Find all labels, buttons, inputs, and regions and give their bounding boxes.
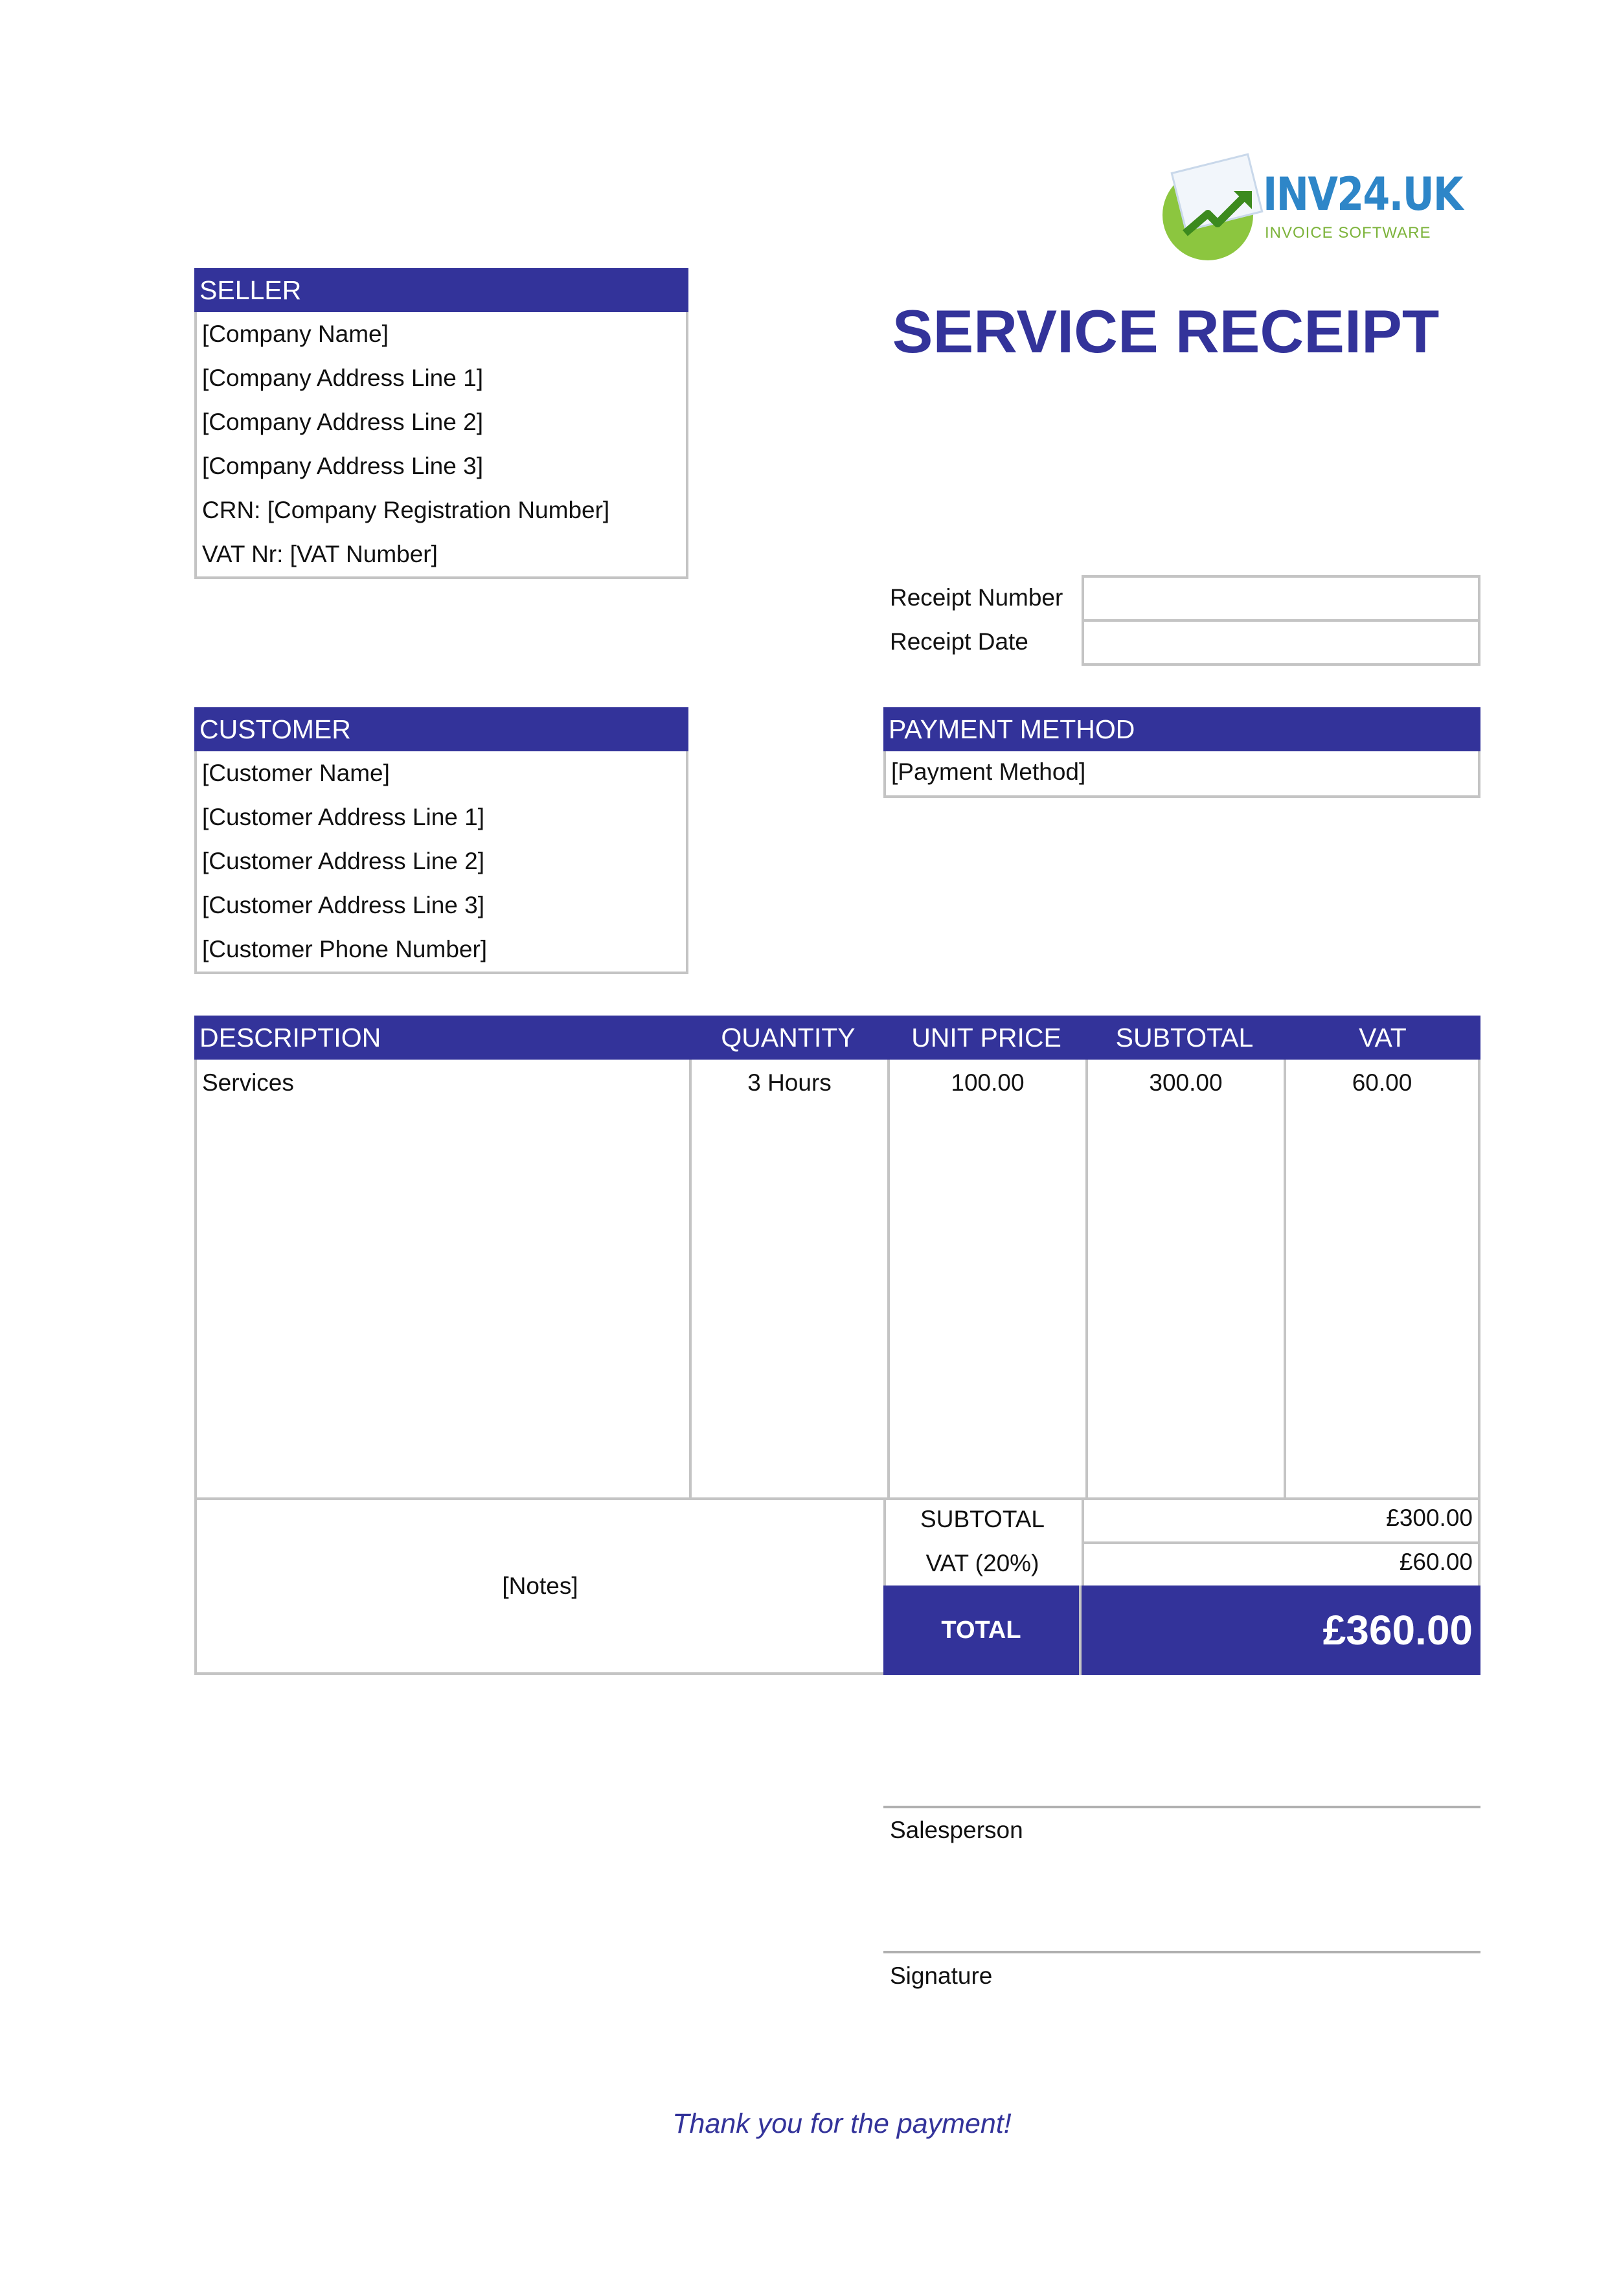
totals-block: [883, 1497, 1480, 1675]
vat-value: £60.00: [1082, 1541, 1480, 1588]
growth-arrow-icon: [1182, 188, 1253, 240]
company-logo: [1162, 162, 1462, 259]
receipt-date-field[interactable]: [1082, 619, 1480, 666]
customer-address-line-2: [Customer Address Line 2]: [202, 848, 484, 874]
seller-header: SELLER: [194, 268, 688, 312]
thank-you-message: Thank you for the payment!: [672, 2108, 1012, 2139]
row-unit-price: 100.00: [951, 1069, 1025, 1096]
customer-header: CUSTOMER: [194, 707, 688, 751]
column-header-unit-price: UNIT PRICE: [911, 1023, 1061, 1052]
logo-tagline: INVOICE SOFTWARE: [1265, 224, 1431, 242]
seller-address-line-2: [Company Address Line 2]: [202, 409, 483, 435]
seller-address-line-1: [Company Address Line 1]: [202, 365, 483, 391]
row-description: Services: [202, 1069, 294, 1096]
total-label: TOTAL: [941, 1617, 1021, 1644]
receipt-number-label: Receipt Number: [890, 584, 1063, 611]
payment-method-value: [Payment Method]: [891, 758, 1086, 785]
notes-box: [194, 1497, 886, 1675]
total-row: [883, 1586, 1480, 1675]
table-row: [197, 1060, 1478, 1106]
logo-name: INV24.UK: [1263, 168, 1462, 221]
signature-label: Signature: [890, 1962, 993, 1989]
customer-name: [Customer Name]: [202, 760, 390, 786]
customer-address-line-1: [Customer Address Line 1]: [202, 804, 484, 830]
page-title: SERVICE RECEIPT: [892, 297, 1440, 365]
column-header-description: DESCRIPTION: [199, 1023, 381, 1052]
subtotal-label: SUBTOTAL: [920, 1506, 1045, 1532]
row-quantity: 3 Hours: [747, 1069, 832, 1096]
column-header-quantity: QUANTITY: [721, 1023, 856, 1052]
payment-method-header: PAYMENT METHOD: [883, 707, 1480, 751]
seller-crn: CRN: [Company Registration Number]: [202, 497, 610, 523]
items-table: [194, 1016, 1480, 1500]
receipt-date-label: Receipt Date: [890, 628, 1028, 655]
receipt-number-field[interactable]: [1082, 575, 1480, 622]
notes-text: [Notes]: [502, 1573, 578, 1599]
subtotal-value: £300.00: [1082, 1497, 1480, 1544]
vat-label: VAT (20%): [925, 1550, 1039, 1576]
seller-box: [194, 268, 688, 579]
customer-box: [194, 707, 688, 974]
seller-address-line-3: [Company Address Line 3]: [202, 453, 483, 479]
column-header-subtotal: SUBTOTAL: [1115, 1023, 1254, 1052]
payment-method-box: [883, 707, 1480, 798]
seller-company-name: [Company Name]: [202, 321, 389, 347]
total-value: £360.00: [1322, 1607, 1473, 1654]
customer-phone: [Customer Phone Number]: [202, 936, 488, 962]
row-vat: 60.00: [1352, 1069, 1412, 1096]
seller-vat-number: VAT Nr: [VAT Number]: [202, 541, 438, 567]
items-header-row: [194, 1016, 1480, 1060]
salesperson-line: [883, 1806, 1480, 1808]
column-header-vat: VAT: [1359, 1023, 1407, 1052]
row-subtotal: 300.00: [1149, 1069, 1223, 1096]
salesperson-label: Salesperson: [890, 1817, 1023, 1843]
customer-address-line-3: [Customer Address Line 3]: [202, 892, 484, 918]
signature-line: [883, 1951, 1480, 1953]
